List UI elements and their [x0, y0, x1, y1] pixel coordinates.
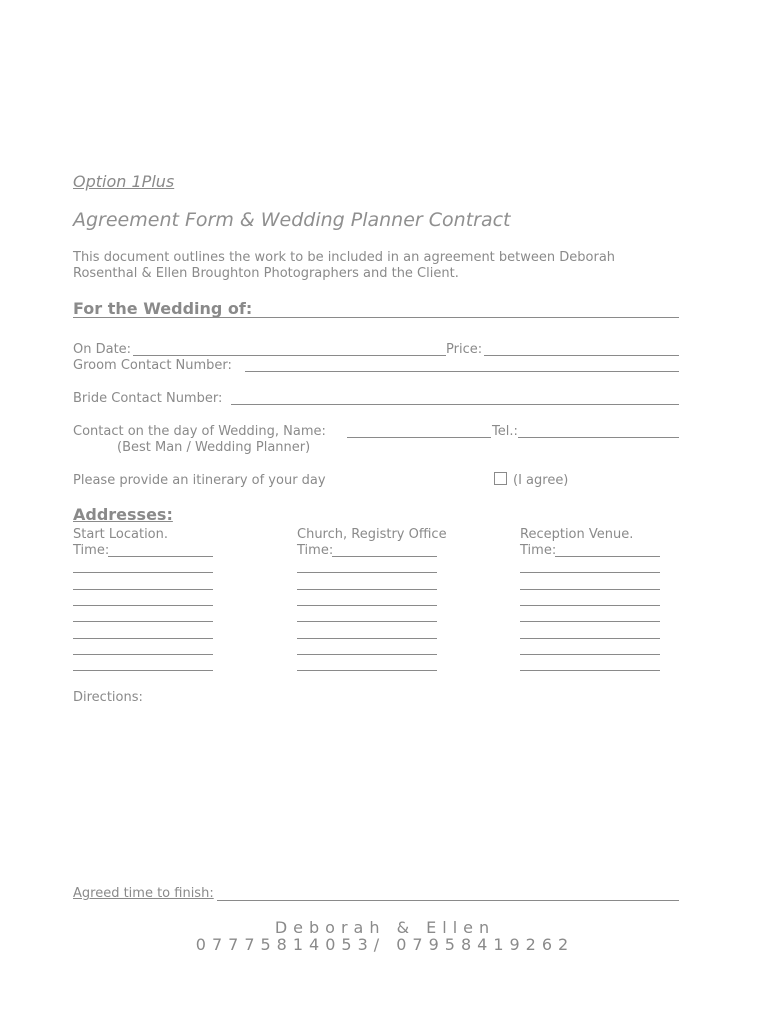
contact-day-label: Contact on the day of Wedding, Name: [73, 424, 326, 439]
church-address-line[interactable] [297, 572, 437, 573]
price-line[interactable] [484, 355, 679, 356]
reception-address-line[interactable] [520, 589, 660, 590]
reception-address-line[interactable] [520, 572, 660, 573]
footer-names: Deborah & Ellen [274, 918, 496, 937]
wedding-name-line[interactable] [73, 317, 679, 318]
agree-label: (I agree) [513, 473, 569, 488]
church-time-label: Time: [297, 543, 334, 558]
start-time-label: Time: [73, 543, 110, 558]
tel-label: Tel.: [492, 424, 518, 439]
reception-time-line[interactable] [555, 556, 660, 557]
bride-contact-label: Bride Contact Number: [73, 391, 223, 406]
reception-address-line[interactable] [520, 654, 660, 655]
start-address-line[interactable] [73, 638, 213, 639]
best-man-note: (Best Man / Wedding Planner) [117, 440, 311, 455]
start-address-line[interactable] [73, 670, 213, 671]
church-label: Church, Registry Office [297, 527, 447, 542]
addresses-heading: Addresses: [73, 505, 173, 524]
church-address-line[interactable] [297, 589, 437, 590]
groom-contact-line[interactable] [245, 371, 679, 372]
start-address-line[interactable] [73, 621, 213, 622]
contact-day-name-line[interactable] [347, 437, 491, 438]
page-title: Agreement Form & Wedding Planner Contract [73, 209, 511, 231]
groom-contact-label: Groom Contact Number: [73, 358, 232, 373]
on-date-label: On Date: [73, 342, 132, 357]
reception-label: Reception Venue. [520, 527, 634, 542]
church-address-line[interactable] [297, 605, 437, 606]
on-date-line[interactable] [133, 355, 446, 356]
church-address-line[interactable] [297, 654, 437, 655]
footer-phones: 07775814053/ 07958419262 [195, 935, 575, 954]
start-location-label: Start Location. [73, 527, 169, 542]
tel-line[interactable] [518, 437, 679, 438]
church-address-line[interactable] [297, 670, 437, 671]
church-address-line[interactable] [297, 621, 437, 622]
start-address-line[interactable] [73, 654, 213, 655]
reception-address-line[interactable] [520, 638, 660, 639]
itinerary-label: Please provide an itinerary of your day [73, 473, 326, 488]
wedding-heading: For the Wedding of: [73, 299, 253, 318]
agreed-finish-label: Agreed time to finish: [73, 886, 214, 901]
church-time-line[interactable] [332, 556, 437, 557]
intro-text: This document outlines the work to be included in an agreement between Deborah Rosenthal & Ellen Broughton Photographers and the Client. [73, 250, 616, 281]
option-label: Option 1Plus [73, 172, 175, 191]
start-address-line[interactable] [73, 572, 213, 573]
reception-address-line[interactable] [520, 605, 660, 606]
start-address-line[interactable] [73, 589, 213, 590]
church-address-line[interactable] [297, 638, 437, 639]
bride-contact-line[interactable] [231, 404, 679, 405]
price-label: Price: [446, 342, 483, 357]
start-time-line[interactable] [108, 556, 213, 557]
reception-address-line[interactable] [520, 670, 660, 671]
agreed-finish-line[interactable] [217, 900, 679, 901]
agree-checkbox[interactable] [494, 472, 507, 485]
reception-address-line[interactable] [520, 621, 660, 622]
reception-time-label: Time: [520, 543, 557, 558]
start-address-line[interactable] [73, 605, 213, 606]
directions-label: Directions: [73, 690, 143, 705]
